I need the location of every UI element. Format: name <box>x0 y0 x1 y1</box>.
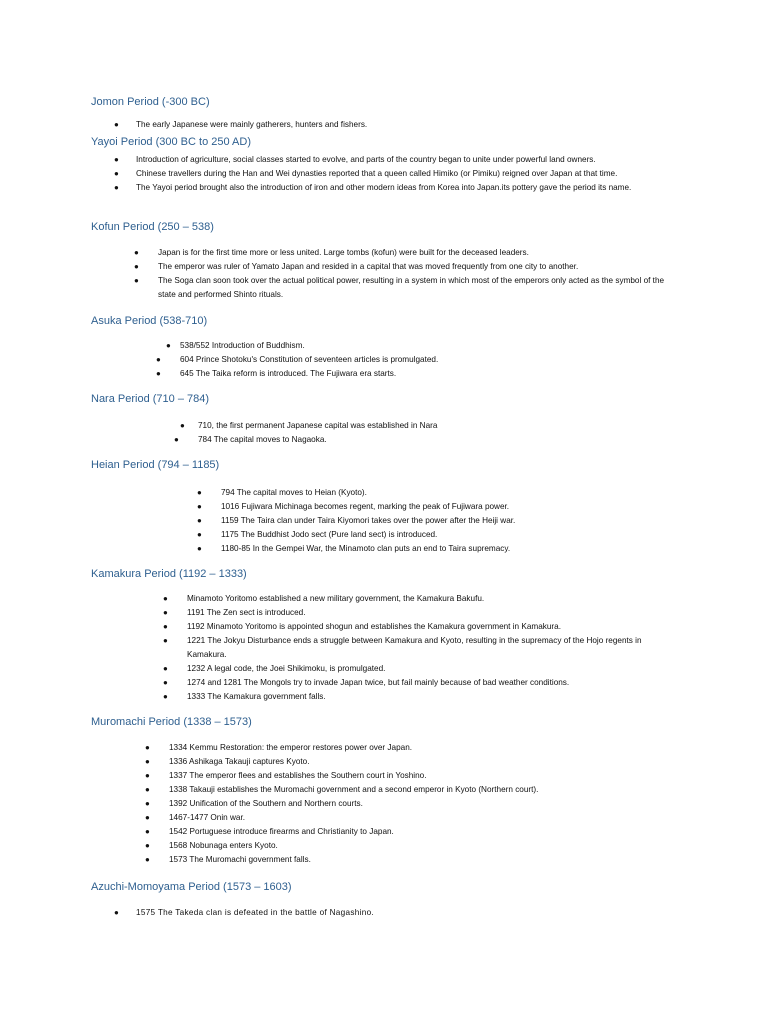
bullet-icon: ● <box>197 530 202 539</box>
bullet-icon: ● <box>114 120 119 129</box>
bullet-icon: ● <box>163 594 168 603</box>
list-item: ● 784 The capital moves to Nagaoka. <box>198 433 678 447</box>
bullet-icon: ● <box>145 799 150 808</box>
section-heading-muromachi: Muromachi Period (1338 – 1573) <box>91 716 252 728</box>
list-item: ● 1338 Takauji establishes the Muromachi government and a second emperor in Kyoto (Northern court). <box>169 783 669 797</box>
bullet-icon: ● <box>163 622 168 631</box>
bullet-icon: ● <box>145 785 150 794</box>
bullet-icon: ● <box>197 516 202 525</box>
list-item: ● The Soga clan soon took over the actual political power, resulting in a system in which most of the emperors only acted as the symbol of the state and performed Shinto rituals. <box>134 276 665 299</box>
bullet-icon: ● <box>156 369 161 378</box>
list-item: ● 538/552 Introduction of Buddhism. <box>180 339 680 353</box>
bullet-icon: ● <box>114 908 120 917</box>
list-item: ● 1336 Ashikaga Takauji captures Kyoto. <box>169 755 669 769</box>
bullet-list-heian <box>197 486 681 556</box>
list-item: ● Chinese travellers during the Han and Wei dynasties reported that a queen called Himiko (or Pimiku) reigned over Japan at that time. <box>136 167 684 181</box>
list-item: ● 1192 Minamoto Yoritomo is appointed shogun and establishes the Kamakura government in Kamakura. <box>187 620 657 634</box>
bullet-icon: ● <box>114 169 119 178</box>
bullet-list-kofun <box>134 246 684 302</box>
bullet-icon: ● <box>145 743 150 752</box>
list-item: ● 1575 The Takeda clan is defeated in the battle of Nagashino. <box>136 906 656 920</box>
list-item: ● 1191 The Zen sect is introduced. <box>187 606 657 620</box>
list-item: ● 1175 The Buddhist Jodo sect (Pure land sect) is introduced. <box>221 528 681 542</box>
bullet-icon: ● <box>145 855 150 864</box>
list-item: ● Introduction of agriculture, social classes started to evolve, and parts of the country began to unite under powerful land owners. <box>136 153 684 167</box>
section-heading-yayoi: Yayoi Period (300 BC to 250 AD) <box>91 136 251 148</box>
section-heading-heian: Heian Period (794 – 1185) <box>91 459 220 471</box>
bullet-list-azuchi-momoyama <box>114 906 656 920</box>
section-heading-nara: Nara Period (710 – 784) <box>91 393 210 405</box>
bullet-icon: ● <box>163 608 168 617</box>
bullet-icon: ● <box>156 355 161 364</box>
bullet-icon: ● <box>145 757 150 766</box>
list-item: ● 1573 The Muromachi government falls. <box>169 853 669 867</box>
list-item: ● The early Japanese were mainly gatherers, hunters and fishers. <box>136 118 696 132</box>
bullet-icon: ● <box>163 678 168 687</box>
bullet-icon: ● <box>166 341 171 350</box>
list-item: ● 710, the first permanent Japanese capital was established in Nara <box>198 419 678 433</box>
bullet-icon: ● <box>114 155 119 164</box>
section-heading-asuka: Asuka Period (538-710) <box>91 315 208 327</box>
section-heading-kamakura: Kamakura Period (1192 – 1333) <box>91 568 247 580</box>
list-item: ● 604 Prince Shotoku's Constitution of seventeen articles is promulgated. <box>180 353 680 367</box>
list-item: ● The emperor was ruler of Yamato Japan and resided in a capital that was moved frequently from one city to another. <box>158 260 684 274</box>
list-item: ● 1337 The emperor flees and establishes the Southern court in Yoshino. <box>169 769 669 783</box>
list-item: ● 1334 Kemmu Restoration: the emperor restores power over Japan. <box>169 741 669 755</box>
list-item: ● 1221 The Jokyu Disturbance ends a struggle between Kamakura and Kyoto, resulting in the supremacy of the Hojo regents in Kamakura. <box>163 636 642 659</box>
bullet-icon: ● <box>145 813 150 822</box>
bullet-list-kamakura <box>163 592 657 704</box>
list-item: ● Minamoto Yoritomo established a new military government, the Kamakura Bakufu. <box>187 592 657 606</box>
bullet-icon: ● <box>197 544 202 553</box>
list-item: ● 645 The Taika reform is introduced. The Fujiwara era starts. <box>180 367 680 381</box>
bullet-icon: ● <box>197 502 202 511</box>
bullet-icon: ● <box>145 827 150 836</box>
bullet-icon: ● <box>145 841 150 850</box>
section-heading-kofun: Kofun Period (250 – 538) <box>91 221 214 233</box>
bullet-icon: ● <box>180 421 185 430</box>
bullet-list-nara <box>174 419 678 447</box>
list-item: ● 1159 The Taira clan under Taira Kiyomori takes over the power after the Heiji war. <box>221 514 681 528</box>
bullet-list-yayoi <box>114 153 684 195</box>
bullet-list-jomon <box>114 118 696 132</box>
bullet-icon: ● <box>134 248 139 257</box>
bullet-icon: ● <box>197 488 202 497</box>
bullet-icon: ● <box>174 435 179 444</box>
bullet-list-muromachi <box>145 741 669 867</box>
list-item: ● 1392 Unification of the Southern and Northern courts. <box>169 797 669 811</box>
bullet-icon: ● <box>163 664 168 673</box>
list-item: ● 1232 A legal code, the Joei Shikimoku, is promulgated. <box>187 662 657 676</box>
list-item: ● 1016 Fujiwara Michinaga becomes regent, marking the peak of Fujiwara power. <box>221 500 681 514</box>
bullet-icon: ● <box>134 262 139 271</box>
bullet-icon: ● <box>163 636 168 645</box>
bullet-icon: ● <box>134 276 139 285</box>
list-item: ● 1274 and 1281 The Mongols try to invade Japan twice, but fail mainly because of bad weather conditions. <box>187 676 657 690</box>
list-item: ● 1568 Nobunaga enters Kyoto. <box>169 839 669 853</box>
bullet-icon: ● <box>163 692 168 701</box>
bullet-icon: ● <box>145 771 150 780</box>
list-item: ● 1467-1477 Onin war. <box>169 811 669 825</box>
list-item: ● Japan is for the first time more or less united. Large tombs (kofun) were built for the deceased leaders. <box>158 246 684 260</box>
section-heading-azuchi-momoyama: Azuchi-Momoyama Period (1573 – 1603) <box>91 881 292 893</box>
list-item: ● 1333 The Kamakura government falls. <box>187 690 657 704</box>
list-item: ● 1180-85 In the Gempei War, the Minamoto clan puts an end to Taira supremacy. <box>221 542 681 556</box>
list-item: ● The Yayoi period brought also the introduction of iron and other modern ideas from Korea into Japan.its pottery gave the period its name. <box>136 181 684 195</box>
bullet-icon: ● <box>114 183 119 192</box>
bullet-list-asuka <box>156 339 680 381</box>
section-heading-jomon: Jomon Period (-300 BC) <box>91 96 210 108</box>
list-item: ● 1542 Portuguese introduce firearms and Christianity to Japan. <box>169 825 669 839</box>
list-item: ● 794 The capital moves to Heian (Kyoto). <box>221 486 681 500</box>
